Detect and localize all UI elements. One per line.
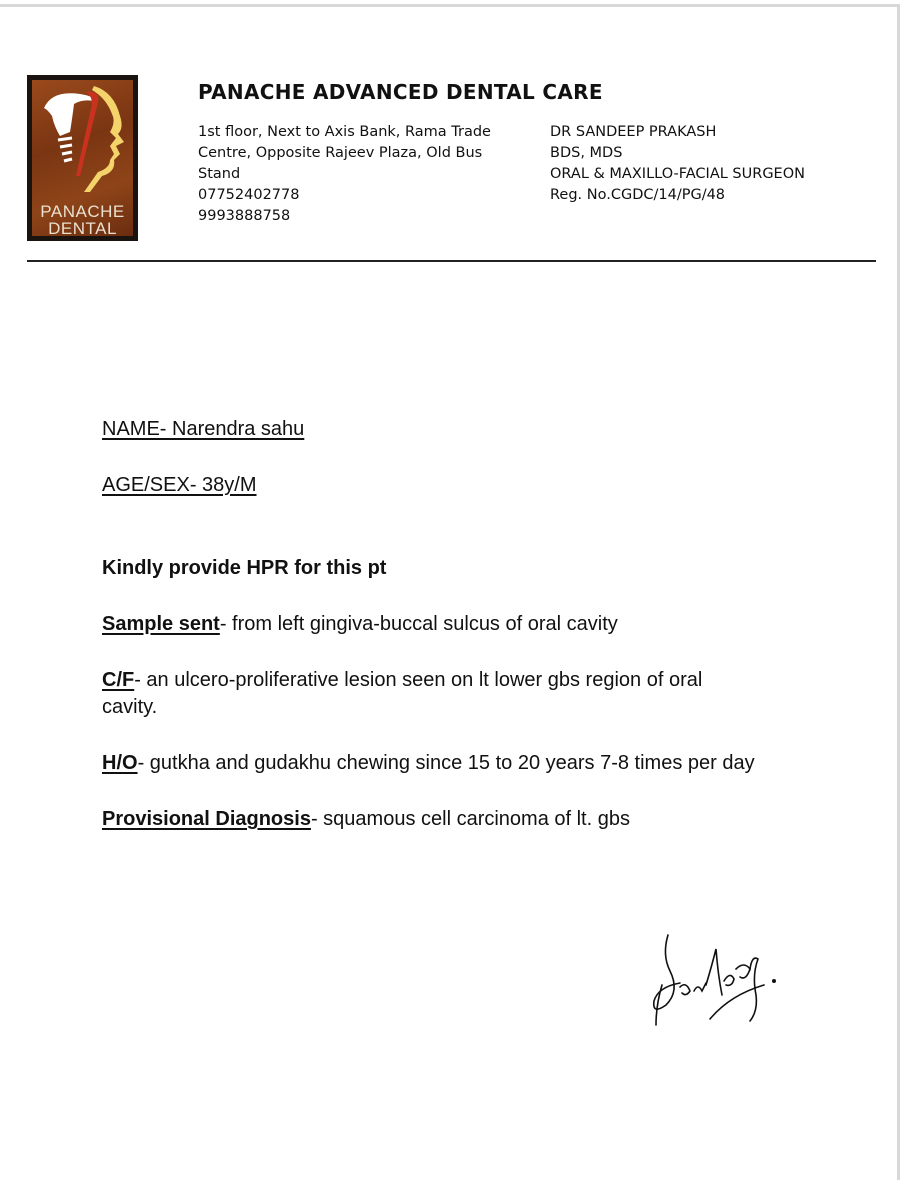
address-line: Centre, Opposite Rajeev Plaza, Old Bus [198, 145, 483, 161]
sample-label: Sample sent [102, 613, 220, 635]
provisional-diagnosis [102, 806, 630, 833]
clinical-findings [102, 667, 702, 694]
cf-label: C/F [102, 669, 135, 691]
patient-name: NAME- Narendra sahu [102, 418, 305, 440]
clinic-address [198, 122, 491, 227]
page-edge-right [897, 4, 900, 1180]
sample-sent [102, 611, 618, 638]
header-divider [27, 260, 876, 262]
doctor-signature [640, 925, 790, 1035]
doctor-degrees: BDS, MDS [550, 145, 623, 161]
history [102, 750, 755, 777]
doctor-details [550, 122, 805, 206]
cf-text: - an ulcero-proliferative lesion seen on lt lower gbs region of oral [134, 669, 703, 691]
doctor-name: DR SANDEEP PRAKASH [550, 124, 717, 140]
ho-text: - gutkha and gudakhu chewing since 15 to 20 years 7-8 times per day [137, 752, 755, 774]
clinic-logo [27, 75, 138, 241]
clinical-findings-cont: cavity. [102, 696, 158, 718]
phone-number: 9993888758 [198, 208, 291, 224]
address-line: 1st floor, Next to Axis Bank, Rama Trade [198, 124, 491, 140]
dx-label: Provisional Diagnosis [102, 808, 311, 830]
phone-number: 07752402778 [198, 187, 300, 203]
doctor-specialty: ORAL & MAXILLO-FACIAL SURGEON [550, 166, 805, 182]
page-edge-top [0, 4, 898, 7]
sample-text: - from left gingiva-buccal sulcus of oral cavity [219, 613, 618, 635]
logo-line-2: DENTAL [48, 219, 117, 238]
clinic-name: PANACHE ADVANCED DENTAL CARE [198, 80, 603, 104]
patient-age-sex: AGE/SEX- 38y/M [102, 474, 257, 496]
dx-text: - squamous cell carcinoma of lt. gbs [310, 808, 630, 830]
address-line: Stand [198, 166, 241, 182]
request-text: Kindly provide HPR for this pt [102, 557, 387, 579]
doctor-registration: Reg. No.CGDC/14/PG/48 [550, 187, 726, 203]
ho-label: H/O [102, 752, 138, 774]
logo-line-1: PANACHE [40, 202, 125, 221]
